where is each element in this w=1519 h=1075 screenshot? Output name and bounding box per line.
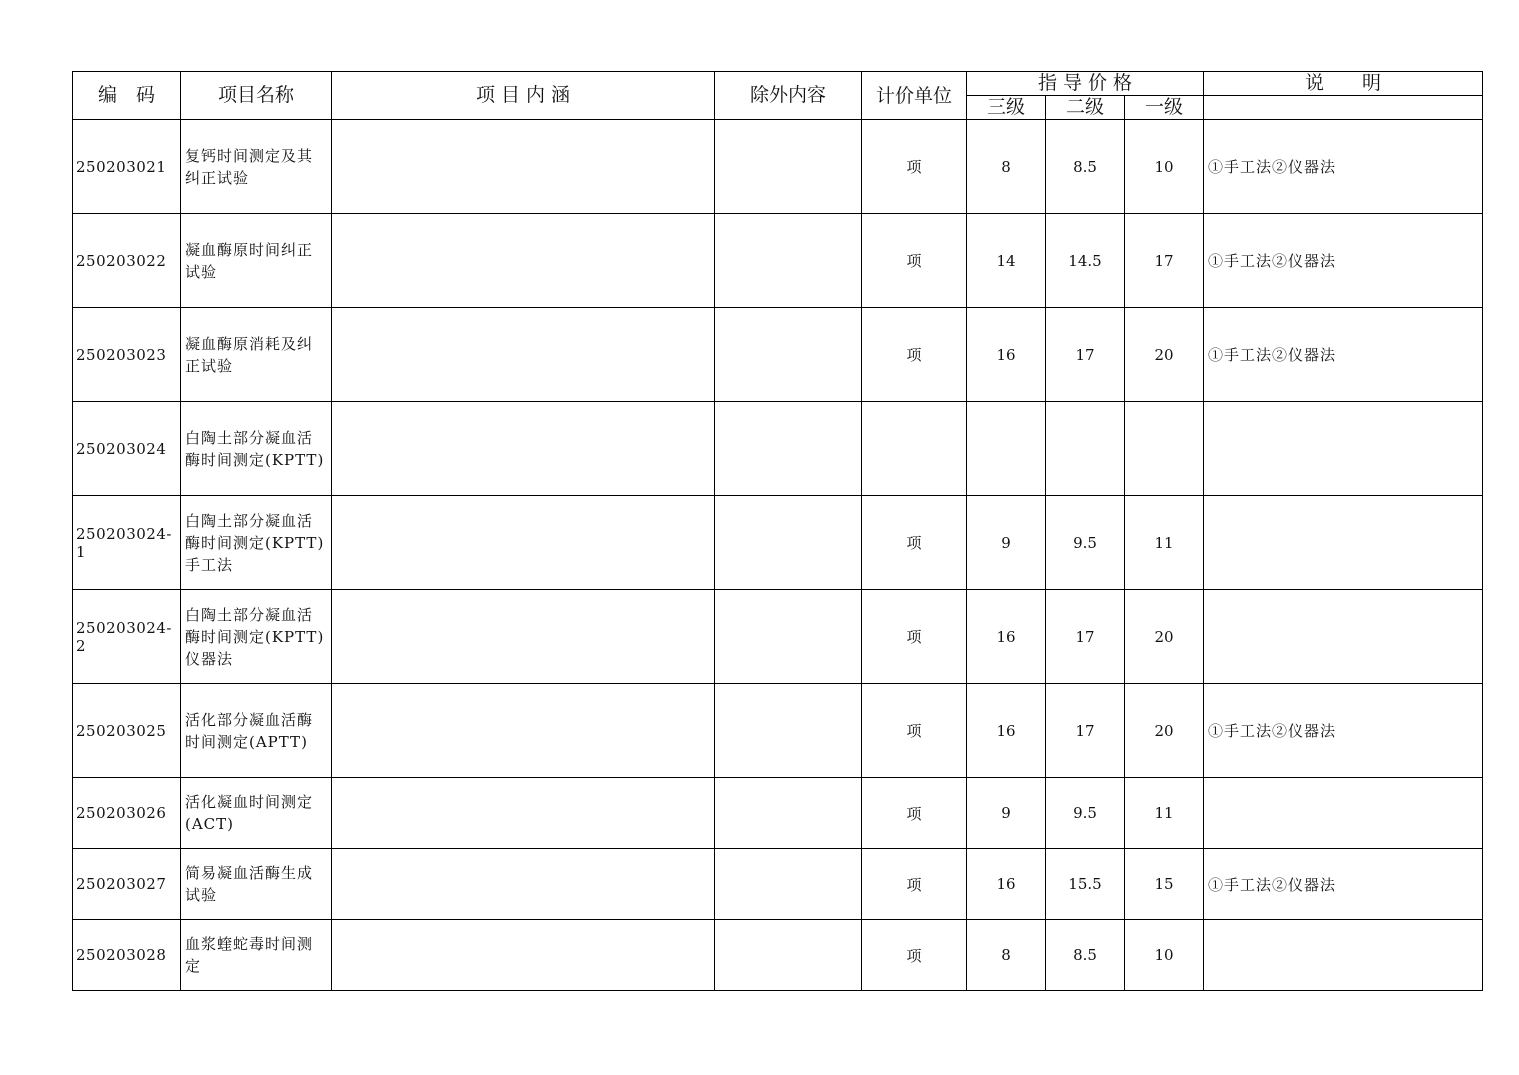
cell-name: 白陶土部分凝血活酶时间测定(KPTT)仪器法 — [181, 590, 332, 684]
table-row — [73, 684, 1483, 778]
cell-code: 250203027 — [73, 849, 181, 920]
cell-name: 活化凝血时间测定(ACT) — [181, 778, 332, 849]
cell-content — [332, 214, 715, 308]
cell-note — [1204, 778, 1483, 849]
cell-code: 250203023 — [73, 308, 181, 402]
cell-content — [332, 590, 715, 684]
cell-price-level1: 11 — [1125, 778, 1204, 849]
cell-price-level3 — [967, 402, 1046, 496]
cell-price-level1: 15 — [1125, 849, 1204, 920]
cell-code: 250203024-1 — [73, 496, 181, 590]
cell-price-level1: 20 — [1125, 308, 1204, 402]
cell-price-level2: 17 — [1046, 684, 1125, 778]
cell-content — [332, 778, 715, 849]
cell-note: ①手工法②仪器法 — [1204, 308, 1483, 402]
header-unit: 计价单位 — [862, 72, 967, 120]
cell-note — [1204, 920, 1483, 991]
cell-price-level2: 9.5 — [1046, 778, 1125, 849]
cell-excluded — [715, 920, 862, 991]
header-code: 编 码 — [73, 72, 181, 120]
cell-note — [1204, 590, 1483, 684]
cell-excluded — [715, 308, 862, 402]
cell-price-level3: 9 — [967, 496, 1046, 590]
cell-price-level3: 8 — [967, 920, 1046, 991]
cell-unit: 项 — [862, 496, 967, 590]
header-row-1 — [73, 72, 1483, 96]
cell-price-level3: 16 — [967, 849, 1046, 920]
cell-price-level1: 11 — [1125, 496, 1204, 590]
table-row — [73, 920, 1483, 991]
cell-price-level3: 16 — [967, 308, 1046, 402]
cell-price-level2: 8.5 — [1046, 120, 1125, 214]
cell-note: ①手工法②仪器法 — [1204, 120, 1483, 214]
cell-note: ①手工法②仪器法 — [1204, 214, 1483, 308]
cell-content — [332, 120, 715, 214]
cell-excluded — [715, 120, 862, 214]
cell-unit — [862, 402, 967, 496]
cell-name: 凝血酶原消耗及纠正试验 — [181, 308, 332, 402]
cell-price-level3: 16 — [967, 590, 1046, 684]
cell-price-level2: 17 — [1046, 590, 1125, 684]
cell-price-level1: 10 — [1125, 920, 1204, 991]
header-name: 项目名称 — [181, 72, 332, 120]
cell-unit: 项 — [862, 120, 967, 214]
header-price-group: 指 导 价 格 — [967, 72, 1204, 96]
header-note: 说 明 — [1204, 72, 1483, 96]
cell-price-level3: 16 — [967, 684, 1046, 778]
cell-name: 凝血酶原时间纠正试验 — [181, 214, 332, 308]
cell-price-level2: 9.5 — [1046, 496, 1125, 590]
cell-name: 白陶土部分凝血活酶时间测定(KPTT)手工法 — [181, 496, 332, 590]
cell-name: 白陶土部分凝血活酶时间测定(KPTT) — [181, 402, 332, 496]
table-row — [73, 214, 1483, 308]
cell-price-level3: 9 — [967, 778, 1046, 849]
cell-note — [1204, 402, 1483, 496]
table-row — [73, 590, 1483, 684]
cell-price-level1: 17 — [1125, 214, 1204, 308]
cell-price-level1 — [1125, 402, 1204, 496]
cell-unit: 项 — [862, 849, 967, 920]
table-row — [73, 308, 1483, 402]
cell-code: 250203021 — [73, 120, 181, 214]
cell-content — [332, 920, 715, 991]
cell-unit: 项 — [862, 214, 967, 308]
cell-name: 复钙时间测定及其纠正试验 — [181, 120, 332, 214]
cell-unit: 项 — [862, 920, 967, 991]
cell-price-level1: 10 — [1125, 120, 1204, 214]
cell-unit: 项 — [862, 778, 967, 849]
header-excluded: 除外内容 — [715, 72, 862, 120]
header-level3: 三级 — [967, 96, 1046, 120]
price-table — [72, 71, 1483, 991]
cell-price-level3: 14 — [967, 214, 1046, 308]
cell-code: 250203025 — [73, 684, 181, 778]
cell-price-level2 — [1046, 402, 1125, 496]
cell-code: 250203022 — [73, 214, 181, 308]
cell-excluded — [715, 849, 862, 920]
header-note-sub — [1204, 96, 1483, 120]
table-row — [73, 849, 1483, 920]
cell-price-level1: 20 — [1125, 590, 1204, 684]
cell-unit: 项 — [862, 684, 967, 778]
cell-price-level1: 20 — [1125, 684, 1204, 778]
cell-name: 血浆蝰蛇毒时间测定 — [181, 920, 332, 991]
cell-content — [332, 402, 715, 496]
cell-excluded — [715, 496, 862, 590]
cell-unit: 项 — [862, 308, 967, 402]
table-row — [73, 120, 1483, 214]
cell-content — [332, 684, 715, 778]
cell-excluded — [715, 214, 862, 308]
cell-content — [332, 308, 715, 402]
cell-price-level2: 15.5 — [1046, 849, 1125, 920]
table-row — [73, 496, 1483, 590]
cell-content — [332, 849, 715, 920]
cell-excluded — [715, 402, 862, 496]
cell-name: 简易凝血活酶生成试验 — [181, 849, 332, 920]
header-level1: 一级 — [1125, 96, 1204, 120]
cell-note — [1204, 496, 1483, 590]
cell-excluded — [715, 590, 862, 684]
cell-code: 250203028 — [73, 920, 181, 991]
table-row — [73, 778, 1483, 849]
cell-note: ①手工法②仪器法 — [1204, 849, 1483, 920]
cell-price-level2: 8.5 — [1046, 920, 1125, 991]
cell-content — [332, 496, 715, 590]
table-row — [73, 402, 1483, 496]
cell-excluded — [715, 778, 862, 849]
cell-price-level2: 17 — [1046, 308, 1125, 402]
header-content: 项 目 内 涵 — [332, 72, 715, 120]
cell-price-level3: 8 — [967, 120, 1046, 214]
cell-name: 活化部分凝血活酶时间测定(APTT) — [181, 684, 332, 778]
cell-unit: 项 — [862, 590, 967, 684]
cell-note: ①手工法②仪器法 — [1204, 684, 1483, 778]
cell-price-level2: 14.5 — [1046, 214, 1125, 308]
cell-code: 250203024 — [73, 402, 181, 496]
cell-code: 250203026 — [73, 778, 181, 849]
cell-excluded — [715, 684, 862, 778]
cell-code: 250203024-2 — [73, 590, 181, 684]
header-level2: 二级 — [1046, 96, 1125, 120]
